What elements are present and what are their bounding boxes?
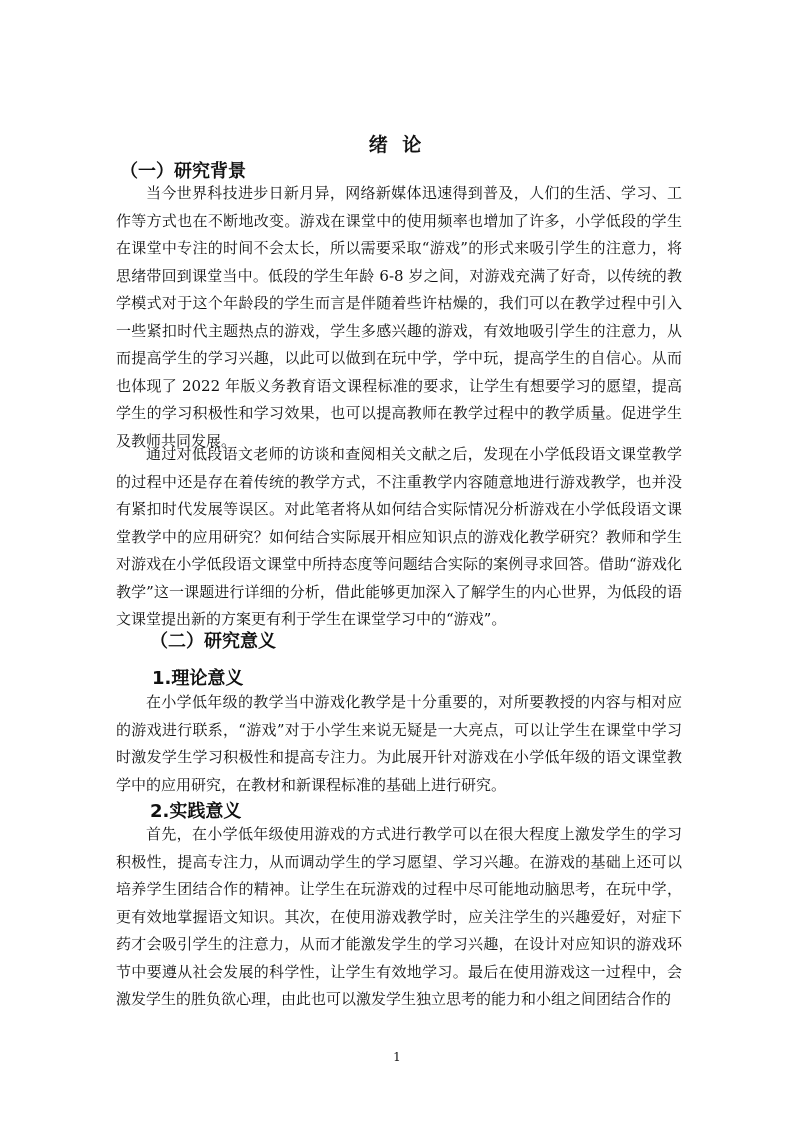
page-number: 1	[393, 1050, 401, 1064]
subsection-heading-theory: 1.理论意义	[152, 668, 244, 689]
subsection-heading-practice: 2.实践意义	[150, 801, 242, 822]
paragraph-background-1: 当今世界科技进步日新月异，网络新媒体迅速得到普及，人们的生活、学习、工作等方式也在不断地改变。游戏在课堂中的使用频率也增加了许多，小学低段的学生在课堂中专注的时间不会太长，所以需要采取“游戏”的形式来吸引学生的注意力，将思绪带回到课堂当中。低段的学生年龄 6-8 岁之间，对游戏充满了好奇，以传统的教学模式对于这个年龄段的学生而言是伴随着些许枯燥的，我们可以在教学过程中引入一些紧扣时代主题热点的游戏，学生多感兴趣的游戏，有效地吸引学生的注意力，从而提高学生的学习兴趣，以此可以做到在玩中学，学中玩，提高学生的自信心。从而也体现了 2022 年版义务教育语文课程标准的要求，让学生有想要学习的愿望，提高学生的学习积极性和学习效果，也可以提高教师在教学过程中的教学质量。促进学生及教师共同发展。	[116, 184, 682, 450]
paragraph-theory: 在小学低年级的教学当中游戏化教学是十分重要的，对所要教授的内容与相对应的游戏进行联系，“游戏”对于小学生来说无疑是一大亮点，可以让学生在课堂中学习时激发学生学习积极性和提高专注力。为此展开针对游戏在小学低年级的语文课堂教学中的应用研究，在教材和新课程标准的基础上进行研究。	[116, 693, 682, 794]
paragraph-practice: 首先，在小学低年级使用游戏的方式进行教学可以在很大程度上激发学生的学习积极性，提高专注力，从而调动学生的学习愿望、学习兴趣。在游戏的基础上还可以培养学生团结合作的精神。让学生在玩游戏的过程中尽可能地动脑思考，在玩中学，更有效地掌握语文知识。其次，在使用游戏教学时，应关注学生的兴趣爱好，对症下药才会吸引学生的注意力，从而才能激发学生的学习兴趣，在设计对应知识的游戏环节中要遵从社会发展的科学性，让学生有效地学习。最后在使用游戏这一过程中，会激发学生的胜负欲心理，由此也可以激发学生独立思考的能力和小组之间团结合作的	[116, 825, 682, 1008]
section-heading-significance: （二）研究意义	[150, 631, 276, 652]
paragraph-background-2: 通过对低段语文老师的访谈和查阅相关文献之后，发现在小学低段语文课堂教学的过程中还是存在着传统的教学方式，不注重教学内容随意地进行游戏教学，也并没有紧扣时代发展等误区。对此笔者将从如何结合实际情况分析游戏在小学低段语文课堂教学中的应用研究？如何结合实际展开相应知识点的游戏化教学研究？教师和学生对游戏在小学低段语文课堂中所持态度等问题结合实际的案例寻求回答。借助“游戏化教学”这一课题进行详细的分析，借此能够更加深入了解学生的内心世界，为低段的语文课堂提出新的方案更有利于学生在课堂学习中的“游戏”。	[116, 445, 682, 628]
chapter-title: 绪 论	[368, 134, 426, 156]
section-heading-background: （一）研究背景	[120, 161, 246, 182]
